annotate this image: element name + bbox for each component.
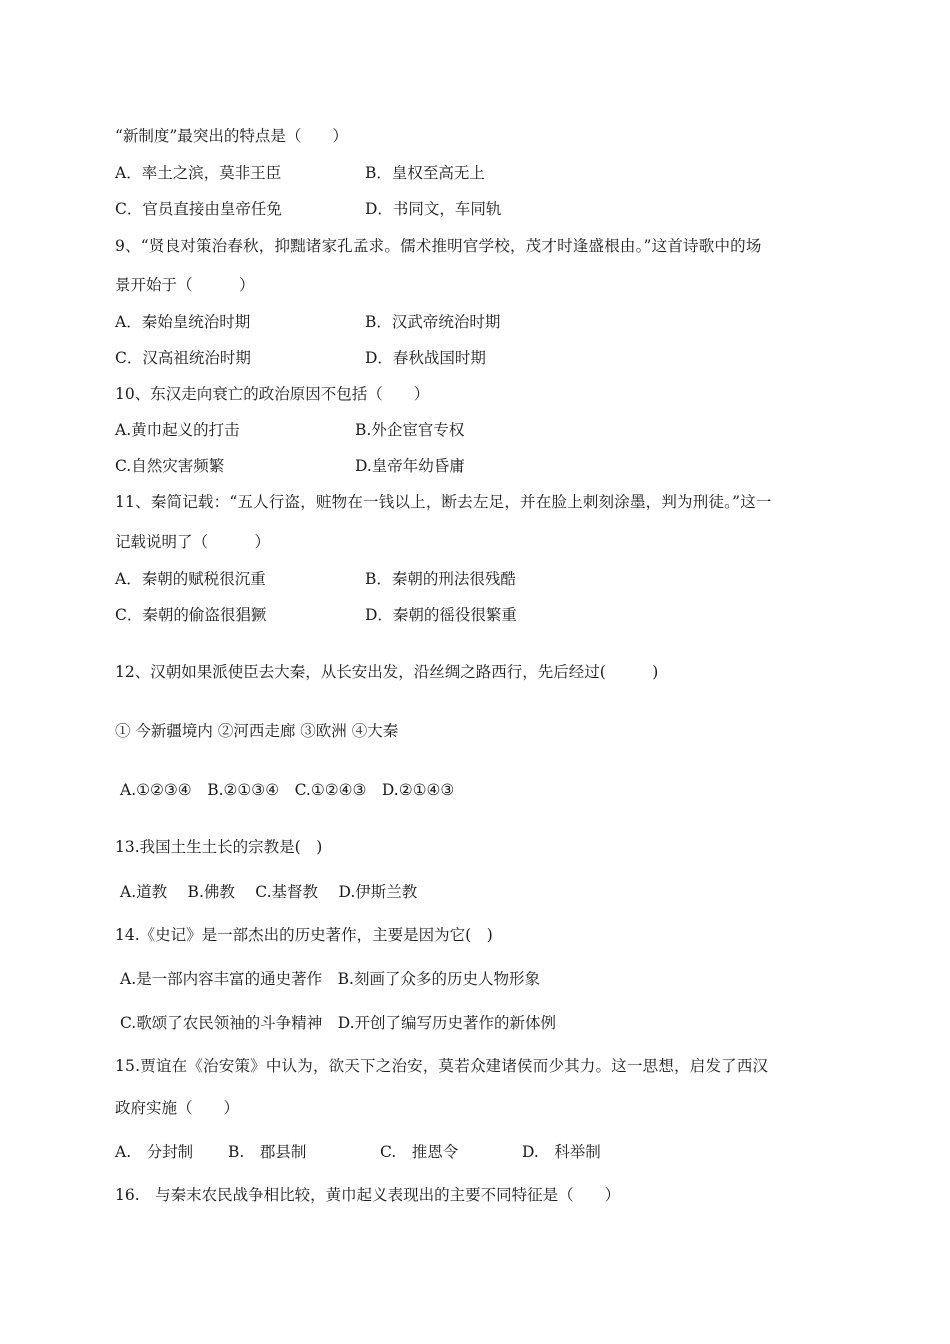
q14-options-cd: C.歌颂了农民领袖的斗争精神 D.开创了编写历史著作的新体例: [120, 1014, 557, 1032]
q15-stem-line2: 政府实施（ ）: [115, 1099, 240, 1117]
q11-option-d: D．秦朝的徭役很繁重: [365, 606, 517, 624]
q9-option-d: D．春秋战国时期: [365, 349, 486, 367]
q10-option-a: A.黄巾起义的打击: [115, 421, 240, 439]
q9-option-a: A．秦始皇统治时期: [115, 313, 251, 331]
q15-stem-line1: 15.贾谊在《治安策》中认为，欲天下之治安，莫若众建诸侯而少其力。这一思想，启发了西汉: [115, 1057, 769, 1075]
q16-stem: 16. 与秦末农民战争相比较，黄巾起义表现出的主要不同特征是（ ）: [115, 1186, 621, 1204]
q13-stem: 13.我国土生土长的宗教是( ): [115, 838, 323, 856]
q10-stem: 10、东汉走向衰亡的政治原因不包括（ ）: [115, 385, 430, 403]
q10-option-d: D.皇帝年幼昏庸: [355, 457, 465, 475]
q9-option-c: C．汉高祖统治时期: [115, 349, 251, 367]
q8-option-a: A．率土之滨，莫非王臣: [115, 164, 282, 182]
q12-stem: 12、汉朝如果派使臣去大秦，从长安出发，沿丝绸之路西行，先后经过( ): [115, 663, 659, 681]
q13-options: A.道教 B.佛教 C.基督教 D.伊斯兰教: [120, 883, 418, 901]
q11-stem-line2: 记载说明了（ ）: [115, 533, 271, 551]
q11-option-c: C．秦朝的偷盗很猖獗: [115, 606, 267, 624]
q12-options: A.①②③④ B.②①③④ C.①②④③ D.②①④③: [120, 781, 455, 799]
q15-option-b: B. 郡县制: [228, 1143, 307, 1161]
q8-stem: “新制度”最突出的特点是（ ）: [115, 127, 348, 145]
q14-options-ab: A.是一部内容丰富的通史著作 B.刻画了众多的历史人物形象: [120, 970, 540, 988]
q15-option-c: C. 推恩令: [380, 1143, 459, 1161]
q15-option-d: D. 科举制: [522, 1143, 601, 1161]
q10-option-c: C.自然灾害频繁: [115, 457, 225, 475]
q14-stem: 14.《史记》是一部杰出的历史著作，主要是因为它( ): [115, 926, 493, 944]
q8-option-b: B．皇权至高无上: [365, 164, 485, 182]
q15-option-a: A. 分封制: [115, 1143, 194, 1161]
q12-items: ① 今新疆境内 ②河西走廊 ③欧洲 ④大秦: [115, 722, 399, 740]
q8-option-c: C．官员直接由皇帝任免: [115, 200, 282, 218]
q8-option-d: D．书同文，车同轨: [365, 200, 502, 218]
q10-option-b: B.外企宦官专权: [355, 421, 465, 439]
q9-stem-line1: 9、“贤良对策治春秋，抑黜诸家孔孟求。儒术推明官学校，茂才时逢盛根由。”这首诗歌中的场: [115, 237, 762, 255]
q9-option-b: B．汉武帝统治时期: [365, 313, 501, 331]
q11-option-a: A．秦朝的赋税很沉重: [115, 570, 266, 588]
q9-stem-line2: 景开始于（ ）: [115, 276, 255, 294]
q11-option-b: B．秦朝的刑法很残酷: [365, 570, 516, 588]
q11-stem-line1: 11、秦简记载：“五人行盗，赃物在一钱以上，断去左足，并在脸上刺刻涂墨，判为刑徒。”这一: [115, 493, 772, 511]
